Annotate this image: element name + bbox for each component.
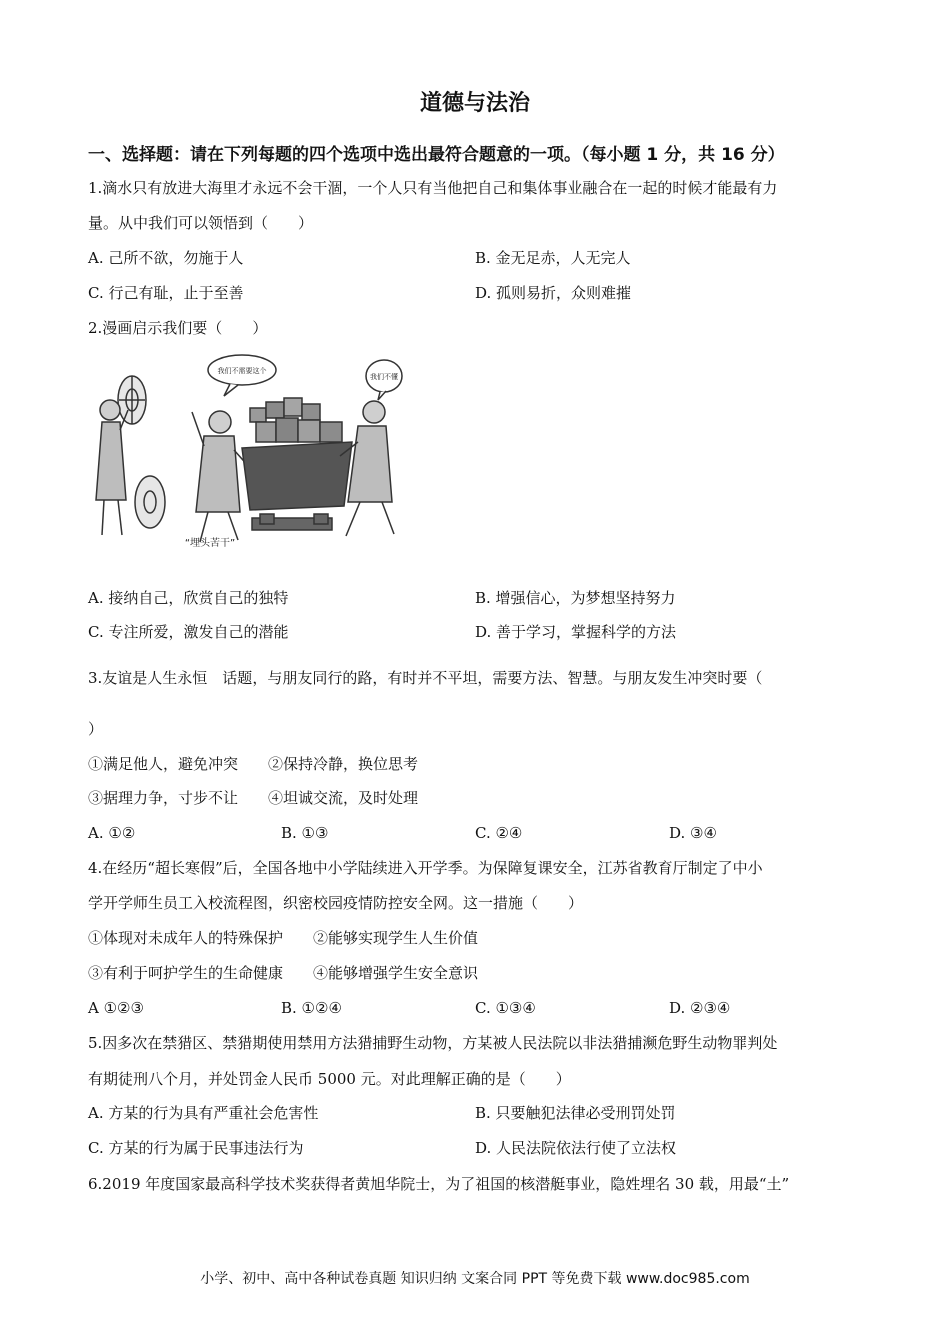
q4-option-c: C. ①③④: [475, 999, 536, 1017]
q1-option-b: B. 金无足赤，人无完人: [475, 249, 631, 267]
ground-wheel-icon: [135, 476, 165, 528]
q6-stem-line1: 6.2019 年度国家最高科学技术奖获得者黄旭华院士，为了祖国的核潜艇事业，隐姓埋名 30 载，用最“土”: [88, 1175, 790, 1193]
page-title: 道德与法治: [419, 91, 530, 116]
q5-stem-line1: 5.因多次在禁猎区、禁猎期使用禁用方法猎捕野生动物，方某被人民法院以非法猎捕濒危野生动物罪判处: [88, 1034, 778, 1052]
q4-option-b: B. ①②④: [281, 999, 342, 1017]
q5-option-b: B. 只要触犯法律必受刑罚处罚: [475, 1104, 676, 1122]
q3-option-b: B. ①③: [281, 824, 329, 842]
q1-stem-line1: 1.滴水只有放进大海里才永远不会干涸，一个人只有当他把自己和集体事业融合在一起的时候才能最有力: [88, 179, 778, 197]
q3-option-c: C. ②④: [475, 824, 523, 842]
q3-choice-line2: ③据理力争，寸步不让 ④坦诚交流，及时处理: [88, 789, 419, 807]
q4-option-a: A ①②③: [88, 999, 144, 1017]
q4-stem-line2: 学开学师生员工入校流程图，织密校园疫情防控安全网。这一措施（ ）: [88, 894, 584, 912]
q3-stem-line1: 3.友谊是人生永恒 话题，与朋友同行的路，有时并不平坦，需要方法、智慧。与朋友发生冲突时要（: [88, 669, 763, 687]
bubble-left-text: 我们不需要这个: [217, 367, 267, 375]
cart-icon: [242, 398, 352, 530]
cartoon-caption: “埋头苦干”: [184, 538, 236, 549]
q4-stem-line1: 4.在经历“超长寒假”后，全国各地中小学陆续进入开学季。为保障复课安全，江苏省教育厅制定了中小: [88, 859, 763, 877]
bubble-right-text: 我们不懂: [370, 373, 398, 381]
caveman-left-icon: [96, 400, 128, 535]
q3-option-d: D. ③④: [669, 824, 717, 842]
q5-option-a: A. 方某的行为具有严重社会危害性: [88, 1104, 319, 1122]
q3-choice-line1: ①满足他人，避免冲突 ②保持冷静，换位思考: [88, 755, 419, 773]
cartoon-illustration: [92, 350, 412, 550]
q4-option-d: D. ②③④: [669, 999, 731, 1017]
q2-stem: 2.漫画启示我们要（ ）: [88, 319, 268, 337]
caveman-middle-icon: [192, 411, 250, 542]
raised-wheel-icon: [118, 376, 146, 424]
q3-option-a: A. ①②: [88, 824, 136, 842]
q1-option-a: A. 己所不欲，勿施于人: [88, 249, 244, 267]
q5-option-d: D. 人民法院依法行使了立法权: [475, 1139, 677, 1157]
q1-option-c: C. 行己有耻，止于至善: [88, 284, 244, 302]
q2-option-b: B. 增强信心，为梦想坚持努力: [475, 589, 676, 607]
q4-choice-line1: ①体现对未成年人的特殊保护 ②能够实现学生人生价值: [88, 929, 479, 947]
q5-option-c: C. 方某的行为属于民事违法行为: [88, 1139, 304, 1157]
q1-stem-line2: 量。从中我们可以领悟到（ ）: [88, 214, 314, 232]
q5-stem-line2: 有期徒刑八个月，并处罚金人民币 5000 元。对此理解正确的是（ ）: [88, 1070, 571, 1088]
q2-option-d: D. 善于学习，掌握科学的方法: [475, 623, 677, 641]
section-heading: 一、选择题：请在下列每题的四个选项中选出最符合题意的一项。（每小题 1 分，共 16 分）: [88, 145, 785, 165]
q2-option-a: A. 接纳自己，欣赏自己的独特: [88, 589, 289, 607]
q4-choice-line2: ③有利于呵护学生的生命健康 ④能够增强学生安全意识: [88, 964, 479, 982]
q1-option-d: D. 孤则易折，众则难摧: [475, 284, 632, 302]
q3-stem-line2: ）: [88, 720, 104, 738]
page-footer: 小学、初中、高中各种试卷真题 知识归纳 文案合同 PPT 等免费下载 www.doc985.com: [200, 1271, 750, 1287]
q2-option-c: C. 专注所爱，激发自己的潜能: [88, 623, 289, 641]
